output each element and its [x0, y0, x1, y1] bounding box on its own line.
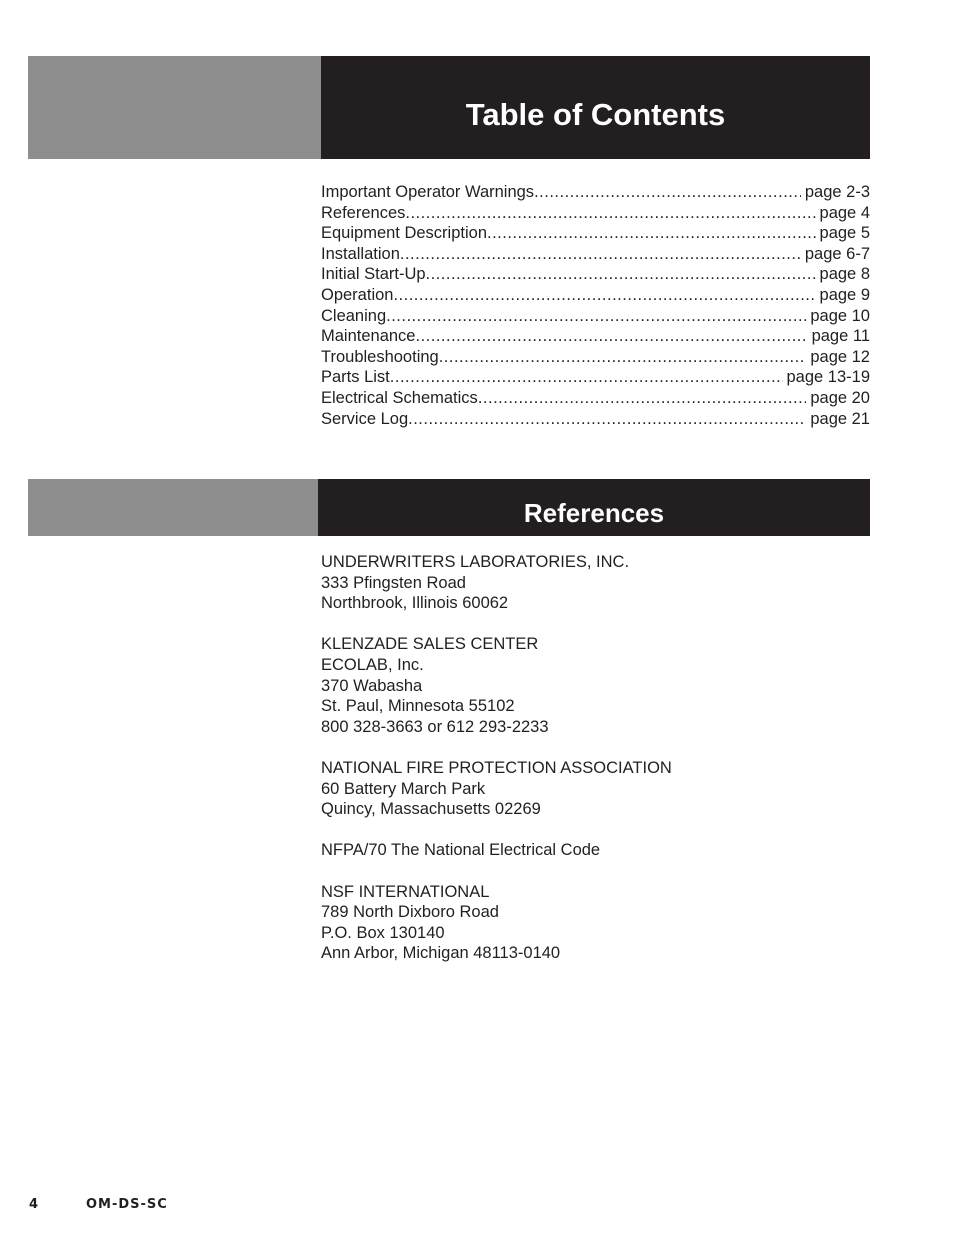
toc-entry — [321, 203, 870, 224]
toc-entry — [321, 285, 870, 306]
toc-entry — [321, 182, 870, 203]
toc-entry-page: page 21 — [810, 409, 870, 428]
toc-leader-dots — [426, 264, 816, 285]
reference-line: UNDERWRITERS LABORATORIES, INC. — [321, 553, 630, 571]
toc-leader-dots — [439, 347, 807, 368]
reference-nfpa — [321, 758, 870, 820]
toc-entry — [321, 347, 870, 368]
toc-entry — [321, 264, 870, 285]
reference-line: Ann Arbor, Michigan 48113-0140 — [321, 944, 561, 963]
reference-line: Northbrook, Illinois 60062 — [321, 594, 509, 613]
toc-entry-page: page 10 — [810, 306, 870, 325]
toc-entry — [321, 244, 870, 265]
toc-leader-dots — [386, 306, 806, 327]
toc-entry — [321, 306, 870, 327]
toc-entry-page: page 8 — [819, 265, 870, 284]
toc-entry-page: page 11 — [811, 327, 870, 346]
footer-page-number: 4 — [29, 1197, 40, 1212]
toc-leader-dots — [393, 285, 815, 306]
reference-line: Quincy, Massachusetts 02269 — [321, 800, 541, 819]
reference-line: P.O. Box 130140 — [321, 923, 445, 942]
toc-entry-title: Electrical Schematics — [321, 388, 478, 407]
reference-line: 333 Pfingsten Road — [321, 573, 466, 592]
toc-leader-dots — [405, 203, 815, 224]
toc-entry-title: Installation — [321, 244, 400, 263]
reference-line: St. Paul, Minnesota 55102 — [321, 697, 515, 716]
toc-entry-title: Troubleshooting — [321, 347, 439, 366]
toc-entry — [321, 409, 870, 430]
reference-line: 370 Wabasha — [321, 676, 423, 695]
reference-line: NSF INTERNATIONAL — [321, 882, 490, 901]
toc-list — [321, 182, 870, 429]
reference-line: 60 Battery March Park — [321, 779, 486, 798]
toc-leader-dots — [478, 388, 807, 409]
toc-entry-page: page 4 — [819, 203, 870, 222]
toc-leader-dots — [415, 326, 807, 347]
toc-entry-title: Service Log — [321, 409, 409, 428]
reference-line: ECOLAB, Inc. — [321, 655, 424, 674]
toc-entry-title: Operation — [321, 285, 394, 304]
reference-line: KLENZADE SALES CENTER — [321, 635, 539, 654]
toc-entry — [321, 367, 870, 388]
toc-entry-title: Parts List — [321, 368, 390, 387]
toc-entry — [321, 388, 870, 409]
toc-entry-page: page 13-19 — [786, 368, 870, 387]
toc-header-bar — [321, 56, 870, 159]
references-heading: References — [523, 498, 665, 528]
toc-leader-dots — [400, 244, 801, 265]
toc-entry-title: Initial Start-Up — [321, 265, 426, 284]
references-list — [321, 552, 870, 984]
toc-entry — [321, 326, 870, 347]
toc-entry-title: Maintenance — [321, 327, 416, 346]
toc-entry — [321, 223, 870, 244]
toc-entry-title: Cleaning — [321, 306, 387, 325]
references-header-grey-band — [28, 479, 318, 536]
references-header-bar — [318, 479, 870, 536]
reference-klenzade-sales-center — [321, 634, 870, 737]
reference-nfpa-70 — [321, 840, 870, 861]
reference-line: NATIONAL FIRE PROTECTION ASSOCIATION — [321, 758, 672, 777]
toc-entry-page: page 20 — [810, 388, 870, 407]
toc-entry-page: page 2-3 — [804, 183, 870, 201]
reference-line: NFPA/70 The National Electrical Code — [321, 841, 601, 860]
footer-doc-code: OM-DS-SC — [86, 1197, 168, 1212]
reference-line: 789 North Dixboro Road — [321, 903, 499, 922]
reference-underwriters-laboratories — [321, 552, 870, 614]
toc-header-grey-band — [28, 56, 321, 159]
toc-leader-dots — [534, 182, 801, 203]
toc-leader-dots — [408, 409, 806, 430]
toc-entry-page: page 12 — [810, 347, 870, 366]
toc-leader-dots — [487, 223, 816, 244]
toc-leader-dots — [390, 367, 783, 388]
toc-entry-title: Equipment Description — [321, 224, 487, 243]
reference-line: 800 328-3663 or 612 293-2233 — [321, 717, 549, 736]
toc-heading: Table of Contents — [465, 96, 726, 132]
toc-entry-page: page 6-7 — [804, 244, 870, 263]
reference-nsf-international — [321, 882, 870, 964]
toc-entry-title: Important Operator Warnings — [321, 183, 535, 201]
toc-entry-page: page 9 — [819, 285, 870, 304]
toc-entry-title: References — [321, 203, 406, 222]
toc-entry-page: page 5 — [819, 224, 870, 243]
